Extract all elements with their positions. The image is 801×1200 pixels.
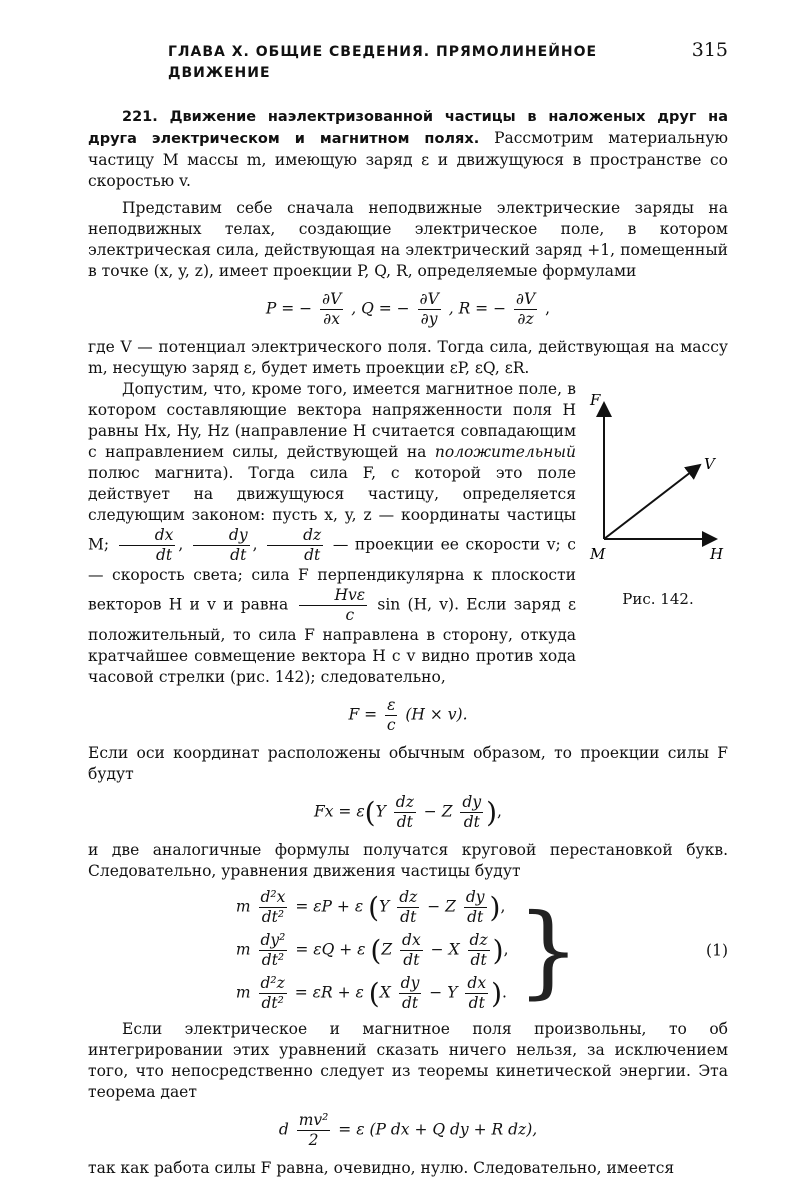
equation-line-y: m $\frac{\text{dy²}}{\text{dt²}}$ = εQ + ε (Z $\frac{dx}{dt}$ − X $\frac{dz}{dt}$ ),	[235, 931, 509, 969]
equation-system-1	[88, 888, 728, 1013]
page-header	[88, 40, 728, 84]
fraction: $\frac{dy}{dt}$	[193, 526, 250, 565]
section-heading: 221. Движение наэлектризованной частицы в наложеных друг на друга электрическом и магнитном полях.	[88, 109, 728, 147]
figure-caption: Рис. 142.	[622, 590, 694, 608]
fraction: $\frac{\partial V}{\partial z}$	[516, 290, 536, 328]
fraction: $\frac{dx}{dt}$	[467, 974, 487, 1012]
equation-line-x: m $\frac{\text{d²x}}{\text{dt²}}$ = εP + ε (Y $\frac{dz}{dt}$ − Z $\frac{dy}{dt}$ ),	[235, 888, 506, 926]
fraction: $\frac{dz}{dt}$	[395, 793, 414, 831]
paragraph-5: и две аналогичные формулы получатся круговой перестановкой букв. Следовательно, уравнения движения частицы будут	[88, 841, 728, 880]
equation-pqr: P = − $\frac{\partial V}{\partial x}$ , Q = − $\frac{\partial V}{\partial y}$ , R = − $\frac{\partial V}{\partial z}$ ,	[265, 290, 551, 328]
equation-Fx: Fx = ε(Y $\frac{dz}{dt}$ − Z $\frac{dy}{dt}$ ),	[314, 793, 502, 831]
label-V: V	[704, 455, 715, 473]
fraction: $\frac{\text{d²x}}{\text{dt²}}$	[260, 888, 286, 926]
paragraph-2: где V — потенциал электрического поля. Тогда сила, действующая на массу m, несущую заряд ε, будет иметь проекции εP, εQ, εR.	[88, 338, 728, 377]
text-with-figure	[88, 379, 728, 688]
fraction: $\frac{dz}{dt}$	[399, 888, 418, 926]
right-brace: }	[516, 891, 581, 1009]
fraction: $\frac{dy}{dt}$	[400, 974, 420, 1012]
label-M: M	[590, 545, 606, 563]
label-H: H	[710, 545, 724, 563]
label-F: F	[590, 391, 601, 409]
fraction: $\frac{dx}{dt}$	[119, 526, 176, 565]
paragraph-4: Если оси координат расположены обычным образом, то проекции силы F будут	[88, 744, 728, 783]
equation-F: F = $\frac{\varepsilon}{c}$ (H × v).	[348, 696, 468, 734]
fraction: $\frac{\partial V}{\partial y}$	[419, 290, 439, 328]
vector-V	[604, 465, 700, 539]
fraction: $\frac{\partial V}{\partial x}$	[322, 290, 342, 328]
fraction: $\frac{\text{dy²}}{\text{dt²}}$	[260, 931, 286, 969]
fraction: $\frac{dz}{dt}$	[267, 526, 323, 565]
section-221	[88, 106, 728, 192]
fraction: $\frac{\text{d²z}}{\text{dt²}}$	[260, 974, 285, 1012]
fraction: $\frac{dy}{dt}$	[462, 793, 482, 831]
section-intro: Рассмотрим материальную частицу M массы m, имеющую заряд ε и движущуюся в пространстве со скоростью v.	[88, 129, 728, 190]
equation-line-z: m $\frac{\text{d²z}}{\text{dt²}}$ = εR + ε (X $\frac{dy}{dt}$ − Y $\frac{dx}{dt}$ ).	[235, 974, 507, 1012]
page-number: 315	[691, 39, 728, 61]
running-title: ГЛАВА X. ОБЩИЕ СВЕДЕНИЯ. ПРЯМОЛИНЕЙНОЕ ДВИЖЕНИЕ	[168, 44, 598, 81]
fraction: $\frac{dx}{dt}$	[402, 931, 421, 969]
paragraph-1: Представим себе сначала неподвижные электрические заряды на неподвижных телах, создающие электрическое поле, в котором электрическая сила, действующая на электрический заряд +1, помещенный в точке (x, y, z), имеет проекции P, Q, R, определяемые формулами	[88, 199, 728, 280]
paragraph-7: так как работа силы F равна, очевидно, нулю. Следовательно, имеется	[88, 1159, 675, 1177]
equation-number: (1)	[706, 941, 728, 959]
equation-energy: d $\frac{\text{mv²}}{2}$ = ε (P dx + Q dy + R dz),	[278, 1111, 538, 1149]
fraction: $\frac{\text{mv²}}{2}$	[298, 1111, 329, 1149]
figure-142	[588, 379, 728, 688]
book-page	[88, 40, 728, 1179]
vector-diagram	[588, 379, 728, 579]
fraction: $\frac{dy}{dt}$	[465, 888, 485, 926]
fraction: $\frac{dz}{dt}$	[469, 931, 488, 969]
paragraph-3: Допустим, что, кроме того, имеется магнитное поле, в котором составляющие вектора напряженности поля H равны Hx, Hy, Hz (направление H считается совпадающим с направлением силы, действующей на положительный полюс магнита). Тогда сила F, с которой это поле действует на движущуюся частицу, определяется следующим законом: пусть x, y, z — координаты частицы M; $\frac{dx}{dt}$ , $\frac{dy}{dt}$ , $\frac{dz}{dt}$ — проекции ее скорости v; c — скорость света; сила F перпендикулярна к плоскости векторов H и v и равна $\frac{\text{Hvε}}{c}$ sin (H, v). Если заряд ε положительный, то сила F направлена в сторону, откуда кратчайшее совмещение вектора H с v видно против хода часовой стрелки (рис. 142); следовательно,	[88, 380, 576, 686]
paragraph-6: Если электрическое и магнитное поля произвольны, то об интегрировании этих уравнений сказать ничего нельзя, за исключением того, что непосредственно следует из теоремы кинетической энергии. Эта теорема дает	[88, 1020, 728, 1101]
fraction: $\frac{\text{Hvε}}{c}$	[299, 586, 368, 625]
fraction: $\frac{\varepsilon}{c}$	[386, 696, 396, 734]
